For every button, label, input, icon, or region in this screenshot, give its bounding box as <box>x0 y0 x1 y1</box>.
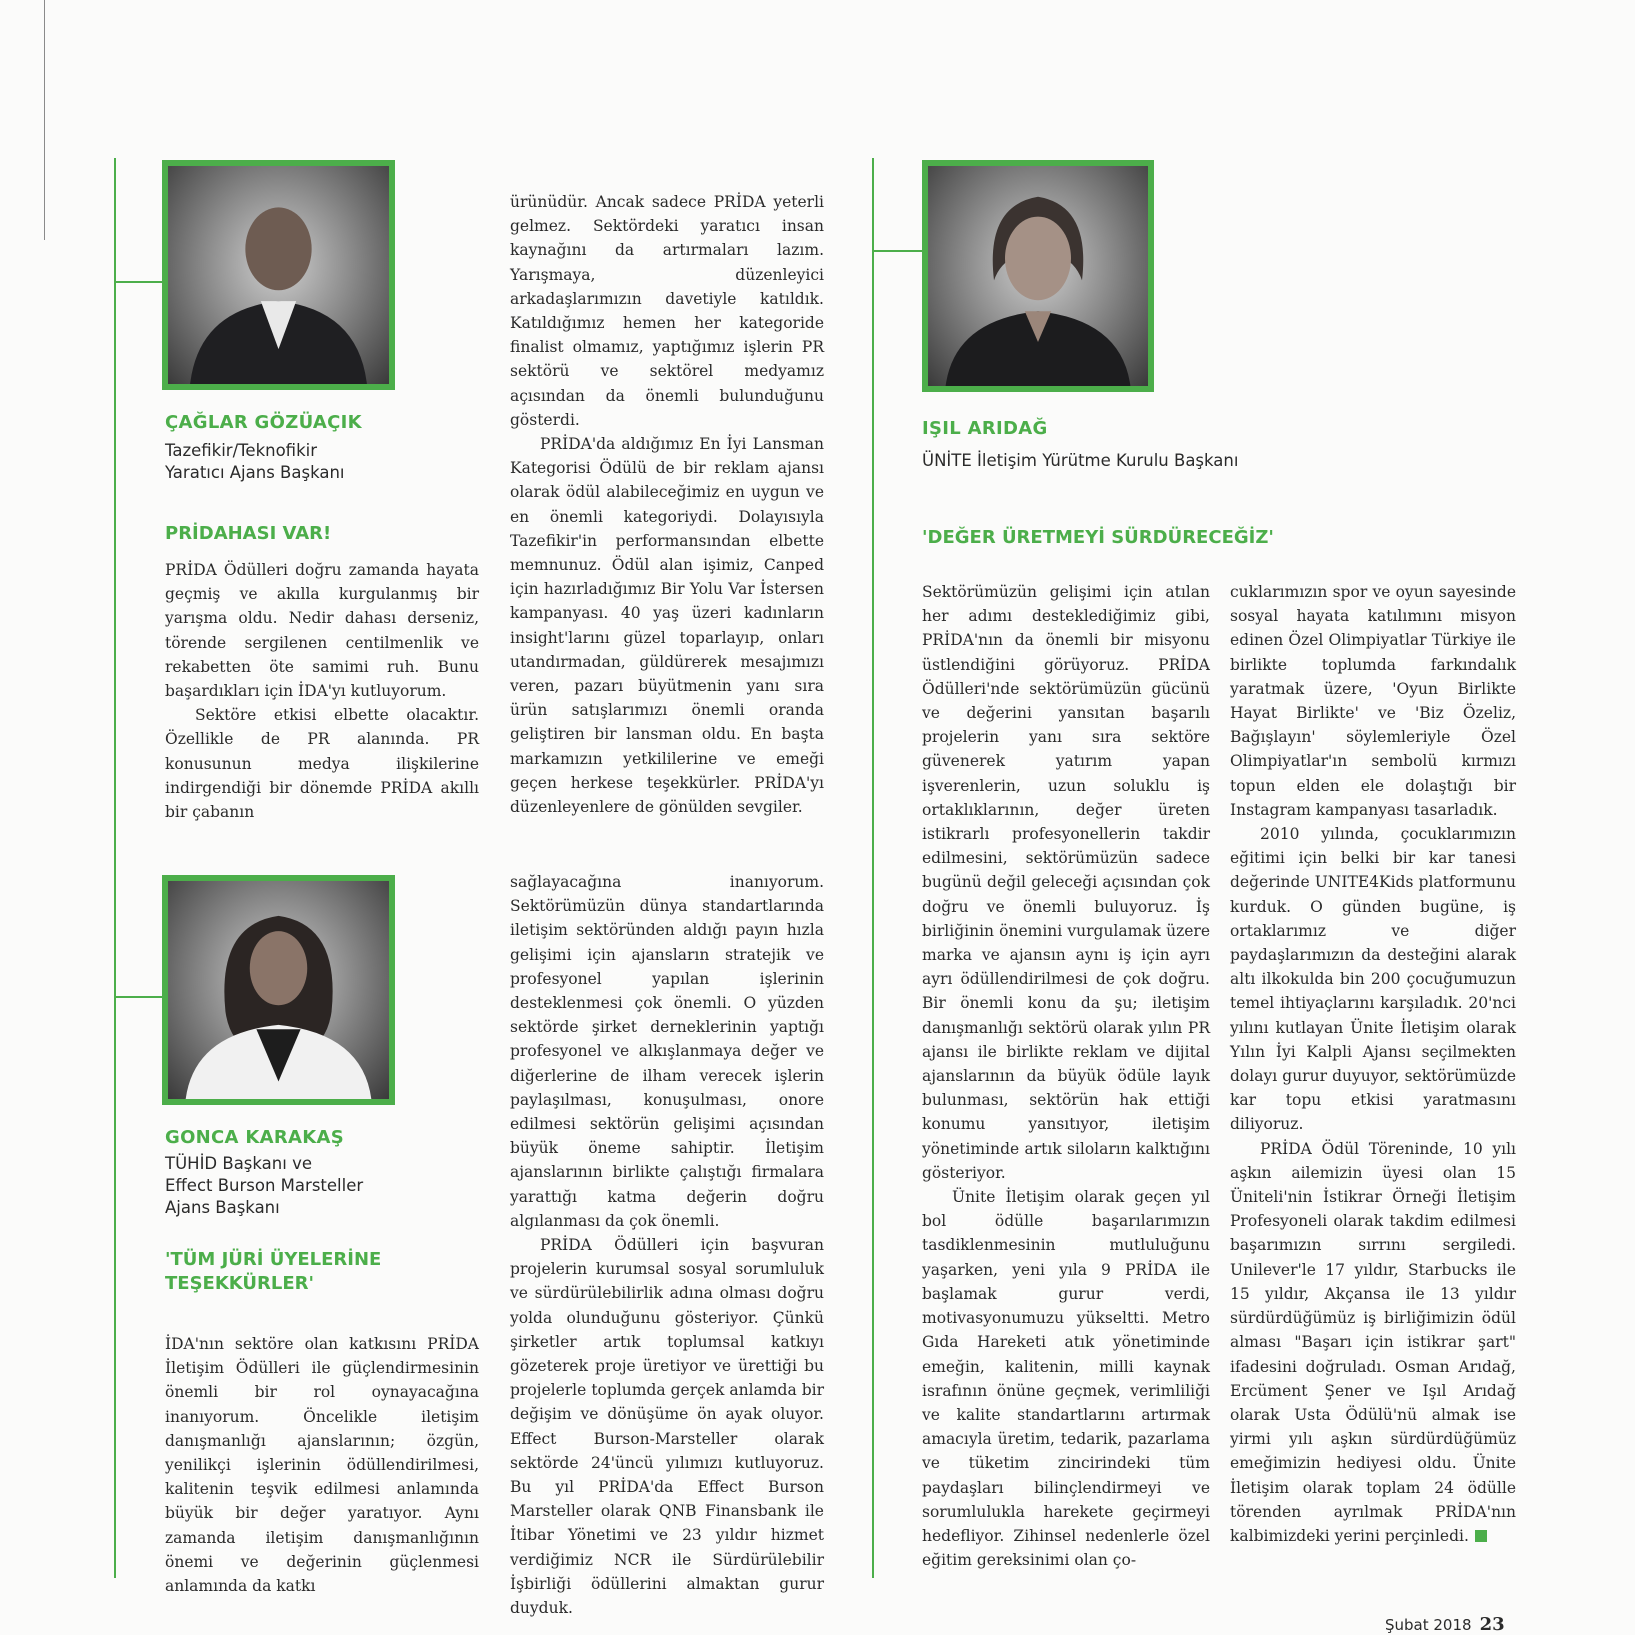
end-of-article-mark <box>1475 1530 1487 1542</box>
left-green-rule <box>114 158 116 1578</box>
paragraph: Sektöre etkisi elbette olacaktır. Özellikle de PR alanında. PR konusunun medya ilişkilerine indirgendiği bir dönemde PRİDA akıllı bir çabanın <box>165 706 479 822</box>
headline-line: TEŞEKKÜRLER' <box>165 1273 315 1294</box>
page-folio <box>1385 1614 1505 1635</box>
article-text-column <box>1230 580 1516 1548</box>
portrait-photo-caglar <box>162 160 395 390</box>
article-text-column <box>510 190 824 819</box>
article-text-column <box>510 870 824 1620</box>
person-title <box>922 450 1238 472</box>
person-title-line: TÜHİD Başkanı ve <box>165 1154 312 1173</box>
paragraph-text: PRİDA Ödül Töreninde, 10 yılı aşkın ailemizin üyesi olan 15 Üniteli'nin İstikrar Örneği İletişim Profesyoneli olarak takdim edilmesi başarımızın sırrını sergiledi. Unilever'le 17 yıldır, Starbucks ile 15 yıldır, Akçansa ile 13 yıldır sürdürdüğümüz iş birliğimizin ödül alması "Başarı için istikrar şart" ifadesini doğruladı. Osman Arıdağ, Ercüment Şener ve Işıl Arıdağ olarak Usta Ödülü'nü almak ise yirmi yılı aşkın sürdürdüğümüz emeğimizin hediyesi oldu. Ünite İletişim olarak toplam 24 ödülle törenden ayrılmak PRİDA'nın kalbimizdeki yerini perçinledi. <box>1230 1139 1516 1545</box>
portrait-photo-gonca <box>162 875 395 1105</box>
person-name: IŞIL ARIDAĞ <box>922 418 1048 439</box>
portrait-silhouette <box>168 881 389 1099</box>
person-title-line: Yaratıcı Ajans Başkanı <box>165 463 345 482</box>
article-text-column <box>922 580 1210 1572</box>
section-headline: 'DEĞER ÜRETMEYİ SÜRDÜRECEĞİZ' <box>922 527 1274 548</box>
paragraph: PRİDA'da aldığımız En İyi Lansman Kategorisi Ödülü de bir reklam ajansı olarak ödül alabileceğimiz en uygun ve en önemli kategoriydi. Dolayısıyla Tazefikir'in performansından elbette memnunuz. Ödül alan işimiz, Canped için hazırladığımız Bir Yolu Var İstersen kampanyası. 40 yaş üzeri kadınların insight'larını güzel toparlayıp, onları utandırmadan, güldürerek mesajımızı veren, pazarı büyütmenin yanı sıra ürün satışlarımızı önemli oranda geliştiren bir lansman oldu. En başta markamızın yetkililerine ve emeği geçen herkese teşekkürler. PRİDA'yı düzenleyenlere de gönülden sevgiler. <box>510 435 824 817</box>
paragraph: PRİDA Ödülleri doğru zamanda hayata geçmiş ve akılla kurgulanmış bir yarışma oldu. Nedir dahası derseniz, törende sergilenen centilmenlik ve rekabetten öte samimi ruh. Bunu başardıkları için İDA'yı kutluyorum. <box>165 561 479 701</box>
portrait-silhouette <box>928 166 1148 386</box>
person-title <box>165 1153 363 1219</box>
paragraph: ürünüdür. Ancak sadece PRİDA yeterli gelmez. Sektördeki yaratıcı insan kaynağını da artırmaları lazım. Yarışmaya, düzenleyici arkadaşlarımızın davetiyle katıldık. Katıldığımız hemen her kategoride finalist olmamız, yaptığımız işlerin PR sektörü ve sektörel medyamız açısından da önemli bulunduğunu gösterdi. <box>510 193 824 429</box>
article-text-column <box>165 558 479 824</box>
section-headline <box>165 1248 381 1296</box>
headline-line: 'TÜM JÜRİ ÜYELERİNE <box>165 1249 382 1270</box>
portrait-photo-isil <box>922 160 1154 392</box>
paragraph: 2010 yılında, çocuklarımızın eğitimi için belki bir kar tanesi değerinde UNITE4Kids platformunu kurduk. O günden bugüne, iş ortaklarımız ve diğer paydaşlarımızın da desteğini alarak altı ilkokulda bin 200 çocuğumuzun temel ihtiyaçlarını karşıladık. 20'nci yılını kutlayan Ünite İletişim olarak Yılın İyi Kalpli Ajansı seçilmekten dolayı gurur duyuyor, sektörümüzde kar topu etkisi yaratmasını diliyoruz. <box>1230 825 1516 1134</box>
person-title-line: ÜNİTE İletişim Yürütme Kurulu Başkanı <box>922 451 1239 470</box>
section-headline: PRİDAHASI VAR! <box>165 523 332 544</box>
page-edge-rule <box>44 0 45 240</box>
photo3-connector <box>872 250 922 252</box>
page-number: 23 <box>1479 1614 1505 1635</box>
paragraph: İDA'nın sektöre olan katkısını PRİDA İletişim Ödülleri ile güçlendirmesinin önemli bir rol oynayacağına inanıyorum. Öncelikle iletişim danışmanlığı ajanslarının; özgün, yenilikçi işlerinin ödüllendirilmesi, kalitenin teşvik edilmesi anlamında büyük bir değer yaratıyor. Aynı zamanda iletişim danışmanlığının önemi ve değerinin güçlenmesi anlamında da katkı <box>165 1335 479 1596</box>
paragraph: PRİDA Ödülleri için başvuran projelerin kurumsal sosyal sorumluluk ve sürdürülebilirlik adına olması doğru yolda olunduğunu gösteriyor. Çünkü şirketler artık toplumsal katkıyı gözeterek proje üretiyor ve ürettiği bu projelerle toplumda gerçek anlamda bir değişim ve dönüşüme ön ayak oluyor. Effect Burson-Marsteller olarak sektörde 24'üncü yılımızı kutluyoruz. Bu yıl PRİDA'da Effect Burson Marsteller olarak QNB Finansbank ile İtibar Yönetimi ve 23 yıldır hizmet verdiğimiz NCR ile Sürdürülebilir İşbirliği ödüllerini almaktan gurur duyduk. <box>510 1236 824 1618</box>
paragraph: sağlayacağına inanıyorum. Sektörümüzün dünya standartlarında iletişim sektöründen aldığı payın hızla gelişimi için ajansların stratejik ve profesyonel yapılan işlerinin desteklenmesi çok önemli. O yüzden sektörde şirket derneklerinin yaptığı profesyonel ve alkışlanmaya değer ve diğerlerine de ilham verecek işlerin paylaşılması, konuşulması, onore edilmesi sektörün gelişimi açısından büyük öneme sahiptir. İletişim ajanslarının birlikte çalıştığı firmalara yarattığı katma değerin doğru algılanması da çok önemli. <box>510 873 824 1230</box>
right-green-rule <box>872 158 874 1578</box>
photo2-connector <box>114 996 162 998</box>
paragraph <box>1230 1137 1516 1548</box>
photo1-connector <box>114 281 162 283</box>
paragraph: cuklarımızın spor ve oyun sayesinde sosyal hayata katılımını misyon edinen Özel Olimpiyatlar Türkiye ile birlikte toplumda farkındalık yaratmak üzere, 'Oyun Birlikte Hayat Birlikte' ve 'Biz Özeliz, Bağışlayın' söylemleriyle Özel Olimpiyatlar'ın sembolü kırmızı topun elden ele dolaştığı bir Instagram kampanyası tasarladık. <box>1230 583 1516 819</box>
paragraph: Sektörümüzün gelişimi için atılan her adımı desteklediğimiz gibi, PRİDA'nın da önemli bir misyonu üstlendiğini görüyoruz. PRİDA Ödülleri'nde sektörümüzün gücünü ve değerini yansıtan başarılı projelerin yanı sıra sektöre güvenerek yatırım yapan işverenlerin, uzun soluklu iş ortaklıklarının, değer üreten istikrarlı profesyonellerin takdir edilmesini, sektörümüzün sadece bugünü değil geleceği açısından çok doğru ve önemli buluyoruz. İş birliğinin önemini vurgulamak üzere marka ve ajansın aynı iş için ayrı ayrı ödüllendirilmesi de çok doğru. Bir önemli konu da şu; iletişim danışmanlığı sektörü olarak yılın PR ajansı ile birlikte reklam ve dijital ajanslarının da büyük ödüle layık bulunması, sektörün hak ettiği konumu yansıtıyor, iletişim yönetiminde artık siloların kalktığını gösteriyor. <box>922 583 1210 1182</box>
person-title-line: Ajans Başkanı <box>165 1198 280 1217</box>
person-title <box>165 440 345 484</box>
article-text-column <box>165 1332 479 1598</box>
person-name: ÇAĞLAR GÖZÜAÇIK <box>165 412 362 433</box>
person-title-line: Effect Burson Marsteller <box>165 1176 364 1195</box>
person-name: GONCA KARAKAŞ <box>165 1127 344 1148</box>
issue-date: Şubat 2018 <box>1385 1616 1472 1634</box>
paragraph: Ünite İletişim olarak geçen yıl bol ödülle başarılarımızın tasdiklenmesinin mutluluğunu yaşarken, yeni yıla 9 PRİDA ile başlamak gurur verdi, motivasyonumuzu yükseltti. Metro Gıda Hareketi atık yönetiminde emeğin, kalitenin, milli kaynak israfının önüne geçmek, verimliliği ve kalite standartlarını artırmak amacıyla üretim, tedarik, pazarlama ve tüketim zincirindeki tüm paydaşları bilinçlendirmeyi ve sorumlulukla harekete geçirmeyi hedefliyor. Zihinsel nedenlerle özel eğitim gereksinimi olan ço- <box>922 1188 1210 1570</box>
portrait-silhouette <box>168 166 389 384</box>
person-title-line: Tazefikir/Teknofikir <box>165 441 317 460</box>
